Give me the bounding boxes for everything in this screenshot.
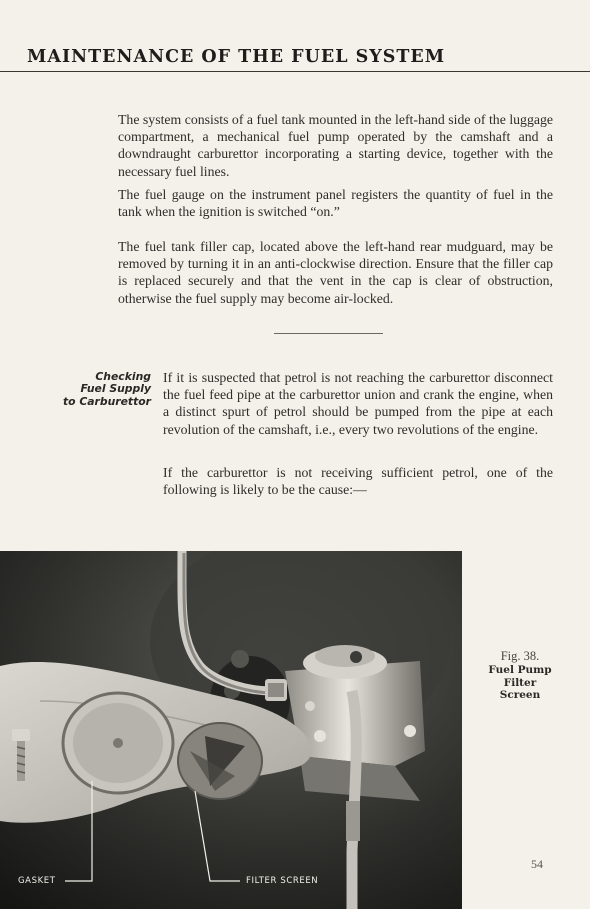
page-title: MAINTENANCE OF THE FUEL SYSTEM (27, 47, 446, 67)
side-heading (48, 371, 151, 408)
intro-paragraph-1: The system consists of a fuel tank mounted in the left-hand side of the luggage compartment, a mechanical fuel pump operated by the camshaft and a downdraught carburettor incorporating a starting device, together with the necessary fuel lines. (118, 112, 553, 179)
page-number: 54 (531, 857, 543, 871)
filter-screen-label: FILTER SCREEN (246, 876, 319, 886)
side-heading-line: Fuel Supply (80, 382, 151, 396)
section-paragraph-2: If the carburettor is not receiving sufficient petrol, one of the following is likely to be the cause:— (163, 465, 553, 498)
figure-title-line: Fuel Pump (488, 664, 552, 676)
fuel-pump-illustration (0, 551, 462, 909)
gasket-label: GASKET (18, 876, 56, 886)
fuel-pump-photo (0, 551, 462, 909)
figure-number: Fig. 38. (500, 649, 540, 663)
section-paragraph-1: If it is suspected that petrol is not reaching the carburettor disconnect the fuel feed pipe at the carburettor union and crank the engine, when a distinct spurt of petrol should be pumped from the pipe at each revolution of the camshaft, i.e., every two revolutions of the engine. (163, 370, 553, 437)
side-heading-line: Checking (95, 370, 151, 383)
side-heading-line: to Carburettor (63, 394, 151, 408)
section-divider (274, 333, 383, 334)
intro-paragraph-3: The fuel tank filler cap, located above the left-hand rear mudguard, may be removed by turning it in an anti-clockwise direction. Ensure that the filler cap is replaced securely and that the vent in the cap is clear of obstruction, otherwise the fuel supply may become air-locked. (118, 239, 553, 306)
figure-title-line: Screen (499, 689, 541, 701)
title-rule (0, 71, 590, 72)
intro-paragraph-2: The fuel gauge on the instrument panel registers the quantity of fuel in the tank when the ignition is switched “on.” (118, 187, 553, 220)
figure-caption (470, 648, 570, 702)
figure-title-line: Filter (503, 676, 537, 689)
